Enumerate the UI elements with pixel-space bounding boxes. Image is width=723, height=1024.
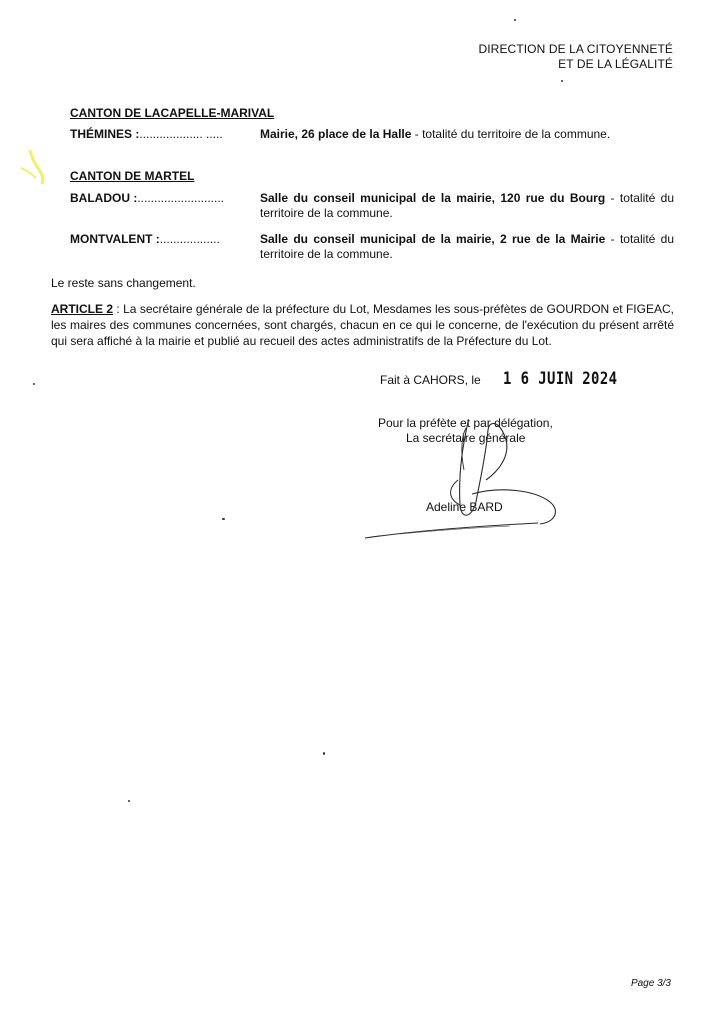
handwritten-signature — [360, 410, 570, 545]
signer-name: Adeline BARD — [426, 500, 503, 514]
canton-title: CANTON DE LACAPELLE-MARIVAL — [70, 106, 275, 120]
commune-dots: ................... ..... — [139, 127, 223, 141]
highlighter-mark — [18, 148, 48, 188]
location-rest: - totalité du territoire de la commune. — [411, 127, 611, 141]
page-number: Page 3/3 — [630, 978, 671, 989]
commune-name — [70, 232, 260, 247]
commune-description — [260, 191, 674, 221]
header-line-1: DIRECTION DE LA CITOYENNETÉ — [478, 42, 673, 56]
location-rest: - totalité du territoire de la commune. — [260, 232, 674, 261]
scan-speck — [561, 80, 563, 82]
place-date-label: Fait à CAHORS, le — [380, 373, 481, 387]
scan-speck — [128, 800, 130, 802]
signer-role: La secrétaire générale — [406, 431, 526, 445]
article-2 — [51, 301, 674, 349]
article-label: ARTICLE 2 — [51, 302, 114, 316]
date-stamp: 1 6 JUIN 2024 — [503, 369, 618, 389]
scan-speck — [514, 19, 516, 21]
department-header — [478, 42, 673, 72]
location-bold: Salle du conseil municipal de la mairie, 120 rue du Bourg — [260, 191, 606, 205]
commune-label: MONTVALENT : — [70, 232, 160, 246]
location-bold: Salle du conseil municipal de la mairie, 2 rue de la Mairie — [260, 232, 606, 246]
unchanged-note: Le reste sans changement. — [51, 276, 196, 290]
delegation-line: Pour la préfète et par délégation, — [378, 416, 553, 430]
article-text: : La secrétaire générale de la préfecture du Lot, Mesdames les sous-préfètes de GOURDON et FIGEAC, les maires des communes concernées, sont chargés, chacun en ce qui le concerne, de l'exécution du présent arrêté qui sera affiché à la mairie et publié au recueil des actes administratifs de la Préfecture du Lot. — [51, 302, 674, 348]
location-bold: Mairie, 26 place de la Halle — [260, 127, 412, 141]
scan-speck — [323, 752, 325, 755]
canton-title: CANTON DE MARTEL — [70, 169, 195, 183]
scan-speck — [222, 518, 225, 520]
commune-description — [260, 232, 674, 262]
commune-name — [70, 127, 260, 142]
commune-dots: .......................... — [137, 191, 225, 205]
commune-label: THÉMINES : — [70, 127, 140, 141]
commune-dots: .................. — [159, 232, 220, 246]
scan-speck — [33, 383, 35, 385]
commune-name — [70, 191, 260, 206]
location-rest: - totalité du territoire de la commune. — [260, 191, 674, 220]
commune-description — [260, 127, 674, 142]
header-line-2: ET DE LA LÉGALITÉ — [558, 57, 673, 71]
commune-label: BALADOU : — [70, 191, 138, 205]
